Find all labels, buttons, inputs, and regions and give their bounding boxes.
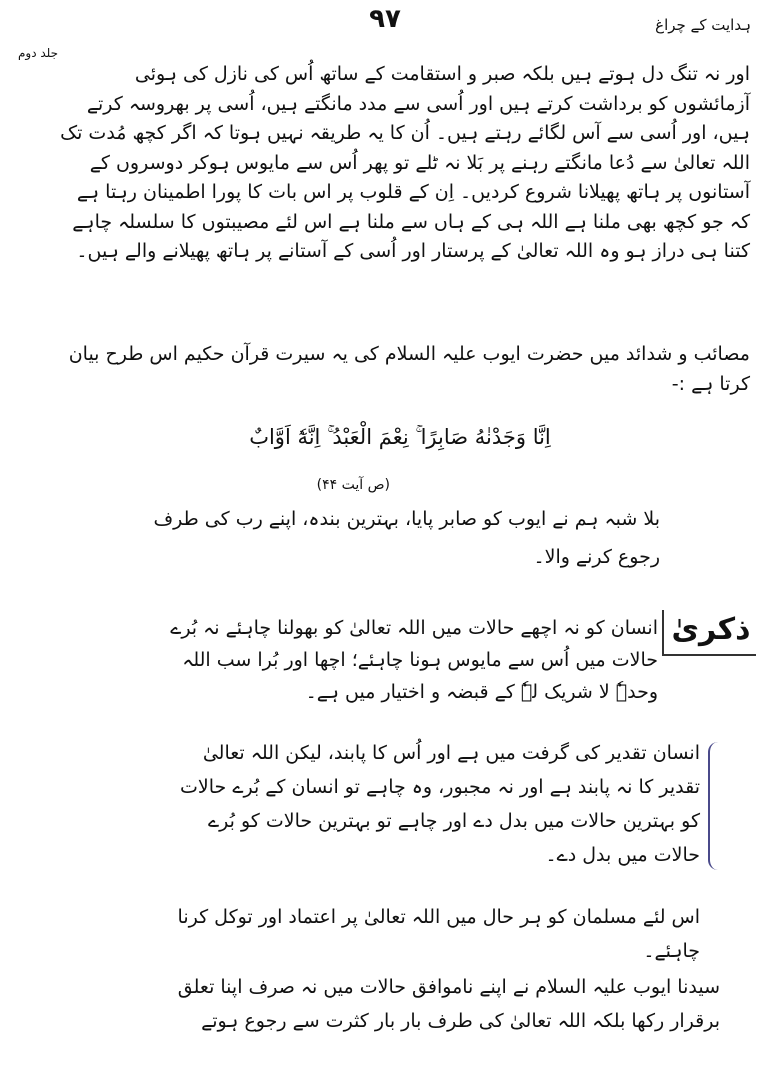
- zikr-point: انسان کو نہ اچھے حالات میں اللہ تعالیٰ کو بھولنا چاہئے نہ بُرے حالات میں اُس سے مایوس ہونا چاہئے؛ اچھا اور بُرا سب اللہ وحدہٗ لا شریک لہٗ کے قبضہ و اختیار میں ہے۔: [170, 617, 658, 703]
- volume-label: جلد دوم: [18, 46, 59, 60]
- zikr-point: انسان تقدیر کی گرفت میں ہے اور اُس کا پابند، لیکن اللہ تعالیٰ تقدیر کا نہ پابند ہے اور نہ مجبور، وہ چاہے تو انسان کے بُرے حالات کو بہترین حالات میں بدل دے اور چاہے تو بہترین حالات کو بُرے حالات میں بدل دے۔: [180, 742, 700, 866]
- body-paragraph: اور نہ تنگ دل ہوتے ہیں بلکہ صبر و استقامت کے ساتھ اُس کی نازل کی ہوئی آزمائشوں کو برداشت کرتے ہیں اور اُسی سے مدد مانگتے ہیں، اُسی پر بھروسہ کرتے ہیں، اور اُسی سے آس لگائے رہتے ہیں۔ اُن کا یہ طریقہ نہیں ہوتا کہ اگر کچھ مُدت تک اللہ تعالیٰ سے دُعا مانگتے رہنے پر بَلا نہ ٹلے تو پھر اُس سے مایوس ہوکر دوسروں کے آستانوں پر ہاتھ پھیلانا شروع کردیں۔ اِن کے قلوب پر اس بات کا پورا اطمینان رہتا ہے کہ جو کچھ بھی ملنا ہے اللہ ہی کے ہاں سے ملنا ہے اس لئے مصیبتوں کا سلسلہ چاہے کتنا ہی دراز ہو وہ اللہ تعالیٰ کے پرستار اور اُسی کے آستانے پر ہاتھ پھیلانے والے ہیں۔: [60, 63, 750, 262]
- verse-reference: (ص آیت ۴۴): [316, 477, 390, 493]
- verse-translation: بلا شبہ ہم نے ایوب کو صابر پایا، بہترین بندہ، اپنے رب کی طرف رجوع کرنے والا۔: [153, 508, 660, 568]
- zikr-heading: ذکریٰ: [671, 612, 751, 647]
- zikr-point: سیدنا ایوب علیہ السلام نے اپنے ناموافق حالات میں نہ صرف اپنا تعلق برقرار رکھا بلکہ اللہ تعالیٰ کی طرف بار بار کثرت سے رجوع ہوتے: [177, 976, 720, 1032]
- body-paragraph: مصائب و شدائد میں حضرت ایوب علیہ السلام کی یہ سیرت قرآن حکیم اس طرح بیان کرتا ہے :-: [68, 343, 750, 395]
- zikr-point: اس لئے مسلمان کو ہر حال میں اللہ تعالیٰ پر اعتماد اور توکل کرنا چاہئے۔: [177, 906, 700, 962]
- book-title: ہدایت کے چراغ: [655, 16, 751, 34]
- margin-bracket: [708, 742, 724, 870]
- quran-verse: اِنَّا وَجَدْنٰهُ صَابِرًا ۚ نِعْمَ الْعَبْدُ ۚ اِنَّهٗٓ اَوَّابٌ: [249, 425, 551, 449]
- page-number: ۹۷: [369, 4, 401, 34]
